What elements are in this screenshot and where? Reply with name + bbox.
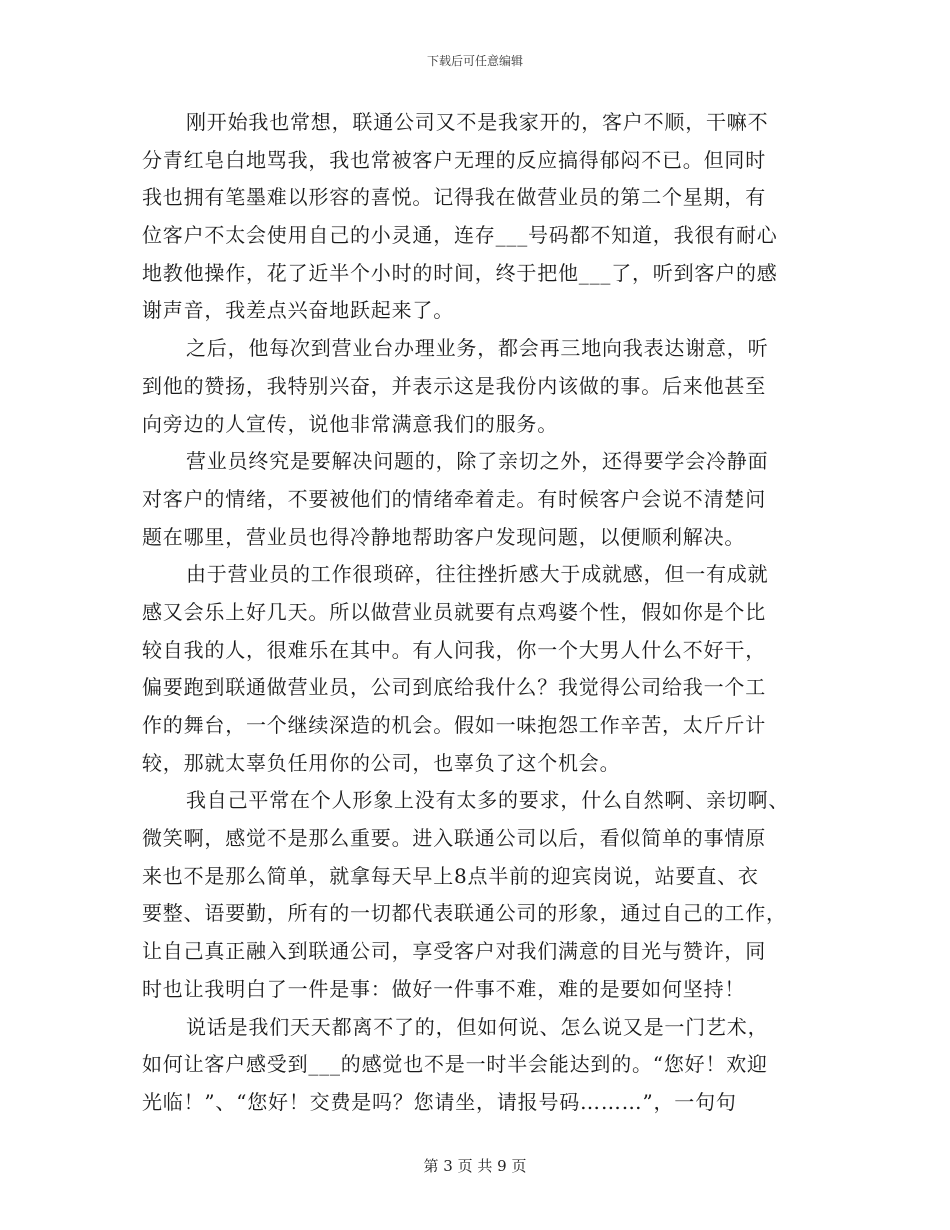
- text-line: 到他的赞扬，我特别兴奋，并表示这是我份内该做的事。后来他甚至: [142, 373, 766, 398]
- paragraph: [142, 330, 808, 443]
- text-line: 来也不是那么简单，就拿每天早上8点半前的迎宾岗说，站要直、衣: [142, 863, 759, 888]
- paragraph: [142, 556, 808, 782]
- document-body: [142, 104, 808, 1122]
- page-footer: 第 3 页 共 9 页: [423, 1157, 527, 1175]
- text-line: 位客户不太会使用自己的小灵通，连存___号码都不知道，我很有耐心: [142, 223, 778, 248]
- paragraph: [142, 104, 808, 330]
- text-line: 营业员终究是要解决问题的，除了亲切之外，还得要学会冷静面: [186, 449, 769, 474]
- paragraph: [142, 443, 808, 556]
- text-line: 较，那就太辜负任用你的公司，也辜负了这个机会。: [142, 750, 621, 775]
- text-line: 光临！”、“您好！交费是吗？您请坐，请报号码………”，一句句: [142, 1089, 737, 1114]
- text-line: 谢声音，我差点兴奋地跃起来了。: [142, 298, 454, 323]
- page-header: 下载后可任意编辑: [426, 54, 523, 68]
- text-line: 让自己真正融入到联通公司，享受客户对我们满意的目光与赞许，同: [142, 939, 766, 964]
- text-line: 我也拥有笔墨难以形容的喜悦。记得我在做营业员的第二个星期，有: [142, 185, 766, 210]
- text-line: 感又会乐上好几天。所以做营业员就要有点鸡婆个性，假如你是个比: [142, 599, 766, 624]
- text-line: 之后，他每次到营业台办理业务，都会再三地向我表达谢意，听: [186, 336, 769, 361]
- text-line: 较自我的人，很难乐在其中。有人问我，你一个大男人什么不好干，: [142, 637, 766, 662]
- text-line: 地教他操作，花了近半个小时的时间，终于把他___了，听到客户的感: [142, 260, 778, 285]
- text-line: 分青红皂白地骂我，我也常被客户无理的反应搞得郁闷不已。但同时: [142, 147, 766, 172]
- text-line: 对客户的情绪，不要被他们的情绪牵着走。有时候客户会说不清楚问: [142, 486, 766, 511]
- text-line: 由于营业员的工作很琐碎，往往挫折感大于成就感，但一有成就: [186, 562, 769, 587]
- text-line: 微笑啊，感觉不是那么重要。进入联通公司以后，看似简单的事情原: [142, 826, 766, 851]
- paragraph: [142, 782, 808, 1008]
- text-line: 时也让我明白了一件是事：做好一件事不难，难的是要如何坚持！: [142, 976, 746, 1001]
- text-line: 要整、语要勤，所有的一切都代表联通公司的形象，通过自己的工作，: [142, 901, 787, 926]
- text-line: 我自己平常在个人形象上没有太多的要求，什么自然啊、亲切啊、: [186, 788, 790, 813]
- text-line: 作的舞台，一个继续深造的机会。假如一味抱怨工作辛苦，太斤斤计: [142, 713, 766, 737]
- paragraph: [142, 1009, 808, 1122]
- text-line: 题在哪里，营业员也得冷静地帮助客户发现问题，以便顺利解决。: [142, 524, 746, 549]
- text-line: 偏要跑到联通做营业员，公司到底给我什么？我觉得公司给我一个工: [142, 675, 766, 700]
- text-line: 如何让客户感受到___的感觉也不是一时半会能达到的。“您好！欢迎: [142, 1052, 768, 1077]
- text-line: 说话是我们天天都离不了的，但如何说、怎么说又是一门艺术，: [186, 1014, 769, 1039]
- text-line: 向旁边的人宣传，说他非常满意我们的服务。: [142, 411, 558, 436]
- text-line: 刚开始我也常想，联通公司又不是我家开的，客户不顺，干嘛不: [186, 110, 769, 134]
